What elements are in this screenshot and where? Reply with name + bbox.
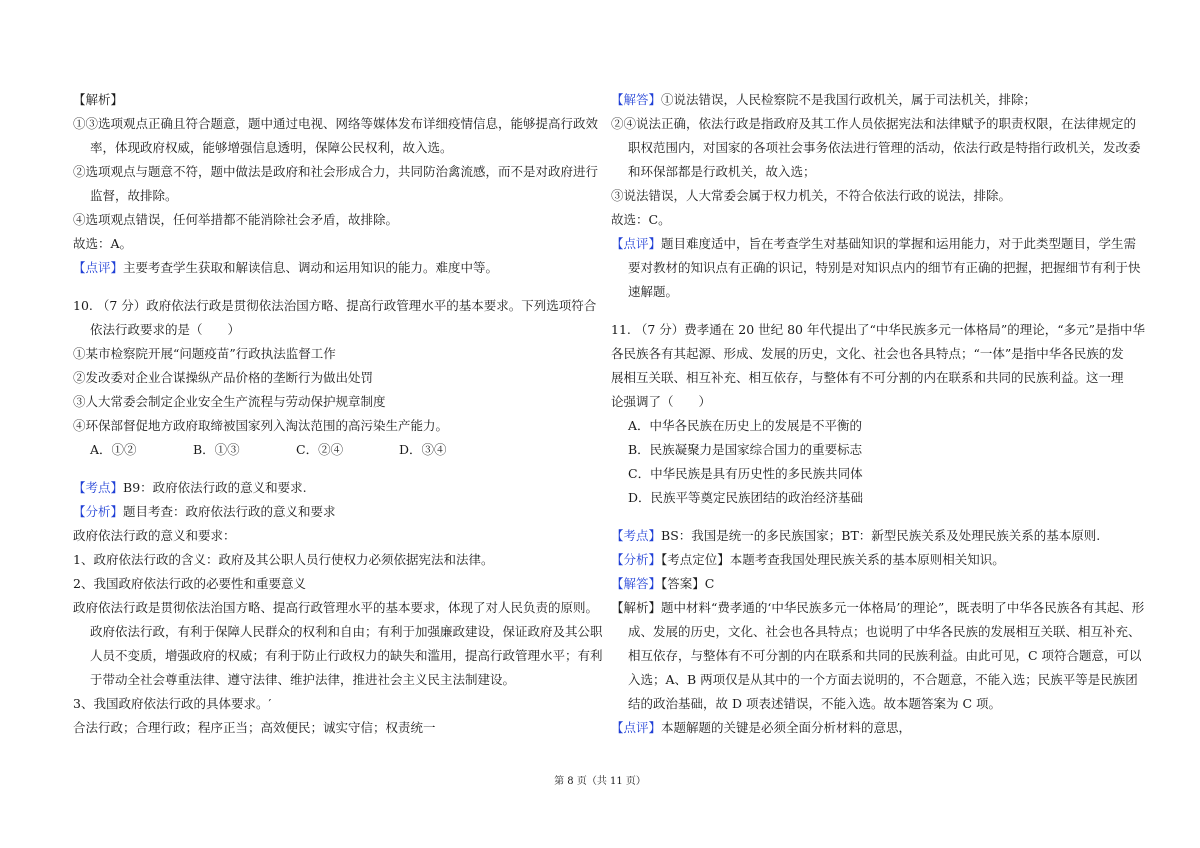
comment-tag: 【点评】 [611,236,662,251]
comment-line [73,256,593,280]
jiexi-line: 【解析】题中材料“费孝通的‘中华民族多元一体格局’的理论”，既表明了中华各民族各有其起、形 [611,600,1145,615]
option-b: B．民族凝聚力是国家综合国力的重要标志 [628,442,863,457]
answer-line: 职权范围内，对国家的各项社会事务依法进行管理的活动，依法行政是特指行政机关，发改委 [628,140,1141,155]
jiexi-line: 入选；A、B 两项仅是从其中的一个方面去说明的，不合题意，不能入选；民族平等是民族团 [628,672,1138,687]
analysis-line: 故选：A。 [73,236,133,251]
fenxi-text: 【考点定位】本题考查我国处理民族关系的基本原则相关知识。 [661,552,1005,567]
answer-line [611,88,1131,112]
body-line: 2、我国政府依法行政的必要性和重要意义 [73,576,306,591]
question-11-stem: 展相互关联、相互补充、相互依存，与整体有不可分割的内在联系和共同的民族利益。这一理 [611,370,1124,385]
option-c: C．中华民族是具有历史性的多民族共同体 [628,466,863,481]
option-b: B．①③ [193,442,240,457]
body-line: 3、我国政府依法行政的具体要求。′ [73,696,272,711]
fenxi-line [611,548,1131,572]
body-line: 政府依法行政，有利于保障人民群众的权利和自由；有利于加强廉政建设，保证政府及其公职 [90,624,603,639]
jieda-tag: 【解答】 [611,576,662,591]
comment-line: 要对教材的知识点有正确的识记，特别是对知识点内的细节有正确的把握，把握细节有利于快 [628,260,1141,275]
kaodian-line [611,524,1131,548]
option-d: D．民族平等奠定民族团结的政治经济基础 [628,490,864,505]
jieda-line [611,572,1131,596]
analysis-line: ②选项观点与题意不符，题中做法是政府和社会形成合力，共同防治禽流感，而不是对政府进行 [73,164,599,179]
fenxi-tag: 【分析】 [611,552,662,567]
fenxi-line [73,500,593,524]
jieda-text: 【答案】C [661,576,715,591]
question-10-stem: 依法行政要求的是（ ） [90,322,241,337]
answer-text: ①说法错误，人民检察院不是我国行政机关，属于司法机关，排除； [661,92,1037,107]
final-comment-text: 本题解题的关键是必须全面分析材料的意思， [661,720,912,735]
comment-line [611,232,1137,256]
body-line: 人员不变质，增强政府的权威；有利于防止行政权力的缺失和滥用，提高行政管理水平；有利 [90,648,603,663]
fenxi-text: 题目考查：政府依法行政的意义和要求 [123,504,336,519]
page-number: 第 8 页（共 11 页） [554,776,646,787]
question-10-item: ③人大常委会制定企业安全生产流程与劳动保护规章制度 [73,394,386,409]
comment-text: 主要考查学生获取和解读信息、调动和运用知识的能力。难度中等。 [123,260,499,275]
question-10-item: ④环保部督促地方政府取缔被国家列入淘汰范围的高污染生产能力。 [73,418,449,433]
left-column [73,88,603,740]
final-comment-tag: 【点评】 [611,720,662,735]
question-11-stem: 论强调了（ ） [611,394,712,409]
question-10-options [73,438,593,462]
kaodian-tag: 【考点】 [73,480,124,495]
option-d: D．③④ [399,442,447,457]
kaodian-tag: 【考点】 [611,528,662,543]
question-10-item: ①某市检察院开展“问题疫苗”行政执法监督工作 [73,346,336,361]
kaodian-line [73,476,593,500]
body-line: 1、政府依法行政的含义：政府及其公职人员行使权力必须依据宪法和法律。 [73,552,494,567]
analysis-line: ①③选项观点正确且符合题意，题中通过电视、网络等媒体发布详细疫情信息，能够提高行政效 [73,116,599,131]
answer-tag: 【解答】 [611,92,662,107]
body-line: 合法行政；合理行政；程序正当；高效便民；诚实守信；权责统一 [73,720,436,735]
question-10-item: ②发改委对企业合谋操纵产品价格的垄断行为做出处罚 [73,370,374,385]
final-comment-line [611,716,1131,740]
comment-tag: 【点评】 [73,260,124,275]
jiexi-line: 结的政治基础，故 D 项表述错误，不能入选。故本题答案为 C 项。 [628,696,1001,711]
analysis-line: 率，体现政府权威，能够增强信息透明，保障公民权利，故入选。 [90,140,453,155]
jiexi-line: 成、发展的历史，文化、社会也各具特点；也说明了中华各民族的发展相互关联、相互补充、 [628,624,1141,639]
analysis-line: 监督，故排除。 [90,188,178,203]
fenxi-tag: 【分析】 [73,504,124,519]
body-line: 政府依法行政是贯彻依法治国方略、提高行政管理水平的基本要求，体现了对人民负责的原则。 [73,600,599,615]
option-a: A．中华各民族在历史上的发展是不平衡的 [628,418,863,433]
option-a: A．①② [90,442,137,457]
answer-line: 和环保部都是行政机关，故入选； [628,164,816,179]
right-column [611,88,1146,740]
comment-line: 速解题。 [628,284,679,299]
answer-line: ②④说法正确，依法行政是指政府及其工作人员依据宪法和法律赋予的职责权限，在法律规定的 [611,116,1137,131]
kaodian-text: BS：我国是统一的多民族国家；BT：新型民族关系及处理民族关系的基本原则. [661,528,1101,543]
body-line: 政府依法行政的意义和要求： [73,528,236,543]
question-10-stem: 10. （7 分）政府依法行政是贯彻依法治国方略、提高行政管理水平的基本要求。下列选项符合 [73,298,597,313]
question-11-stem: 各民族各有其起源、形成、发展的历史，文化、社会也各具特点；“一体”是指中华各民族的发 [611,346,1124,361]
body-line: 于带动全社会尊重法律、遵守法律、维护法律，推进社会主义民主法制建设。 [90,672,516,687]
kaodian-text: B9：政府依法行政的意义和要求. [123,480,307,495]
analysis-line: ④选项观点错误，任何举措都不能消除社会矛盾，故排除。 [73,212,399,227]
question-11-stem: 11. （7 分）费孝通在 20 世纪 80 年代提出了“中华民族多元一体格局”的理论，“多元”是指中华 [611,322,1146,337]
answer-line: 故选：C。 [611,212,671,227]
analysis-header: 【解析】 [73,92,124,107]
answer-line: ③说法错误，人大常委会属于权力机关，不符合依法行政的说法，排除。 [611,188,1012,203]
comment-text: 题目难度适中，旨在考查学生对基础知识的掌握和运用能力，对于此类型题目，学生需 [661,236,1137,251]
jiexi-line: 相互依存，与整体有不可分割的内在联系和共同的民族利益。由此可见，C 项符合题意，可以 [628,648,1142,663]
option-c: C．②④ [296,442,344,457]
